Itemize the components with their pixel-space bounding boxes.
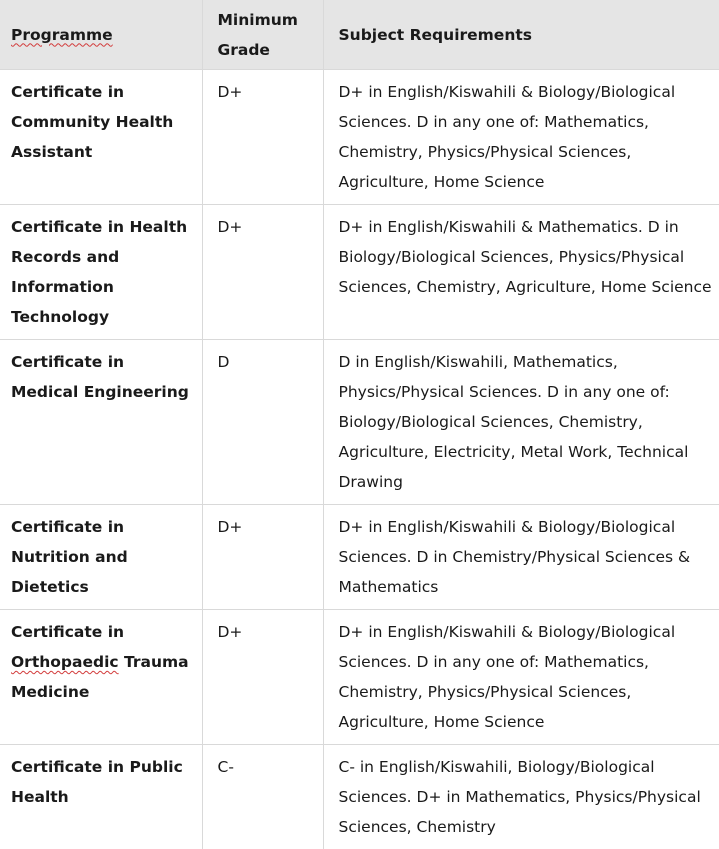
grade-cell: D+: [202, 505, 323, 610]
table-row: [0, 505, 719, 610]
subjects-cell: D+ in English/Kiswahili & Biology/Biological Sciences. D in Chemistry/Physical Sciences & Mathematics: [323, 505, 719, 610]
header-programme: [0, 0, 202, 70]
programme-prefix: Certificate in: [11, 623, 124, 641]
programme-cell: Certificate in Community Health Assistant: [0, 70, 202, 205]
programme-cell: [0, 610, 202, 745]
header-minimum-grade: Minimum Grade: [202, 0, 323, 70]
programme-cell: Certificate in Nutrition and Dietetics: [0, 505, 202, 610]
programme-suffix: Trauma Medicine: [11, 653, 189, 701]
table-row: [0, 205, 719, 340]
header-row: [0, 0, 719, 70]
grade-cell: D+: [202, 610, 323, 745]
table-header: [0, 0, 719, 70]
subjects-cell: D+ in English/Kiswahili & Biology/Biological Sciences. D in any one of: Mathematics, Chemistry, Physics/Physical Sciences, Agriculture, Home Science: [323, 70, 719, 205]
programme-cell: Certificate in Health Records and Information Technology: [0, 205, 202, 340]
programme-cell: Certificate in Public Health: [0, 745, 202, 849]
subjects-cell: D+ in English/Kiswahili & Biology/Biological Sciences. D in any one of: Mathematics, Chemistry, Physics/Physical Sciences, Agriculture, Home Science: [323, 610, 719, 745]
grade-cell: D: [202, 340, 323, 505]
subjects-cell: C- in English/Kiswahili, Biology/Biological Sciences. D+ in Mathematics, Physics/Physical Sciences, Chemistry: [323, 745, 719, 849]
subjects-cell: D in English/Kiswahili, Mathematics, Physics/Physical Sciences. D in any one of: Biology/Biological Sciences, Chemistry, Agriculture, Electricity, Metal Work, Technical Drawing: [323, 340, 719, 505]
subjects-cell: D+ in English/Kiswahili & Mathematics. D in Biology/Biological Sciences, Physics/Physical Sciences, Chemistry, Agriculture, Home Science: [323, 205, 719, 340]
spellcheck-flagged-word: Orthopaedic: [11, 653, 119, 671]
table-row: [0, 70, 719, 205]
table-row: [0, 340, 719, 505]
table-row: [0, 745, 719, 849]
grade-cell: C-: [202, 745, 323, 849]
header-subject-requirements: Subject Requirements: [323, 0, 719, 70]
header-programme-label: Programme: [11, 26, 113, 44]
table-row: [0, 610, 719, 745]
grade-cell: D+: [202, 205, 323, 340]
grade-cell: D+: [202, 70, 323, 205]
programme-cell: Certificate in Medical Engineering: [0, 340, 202, 505]
table-body: [0, 70, 719, 849]
